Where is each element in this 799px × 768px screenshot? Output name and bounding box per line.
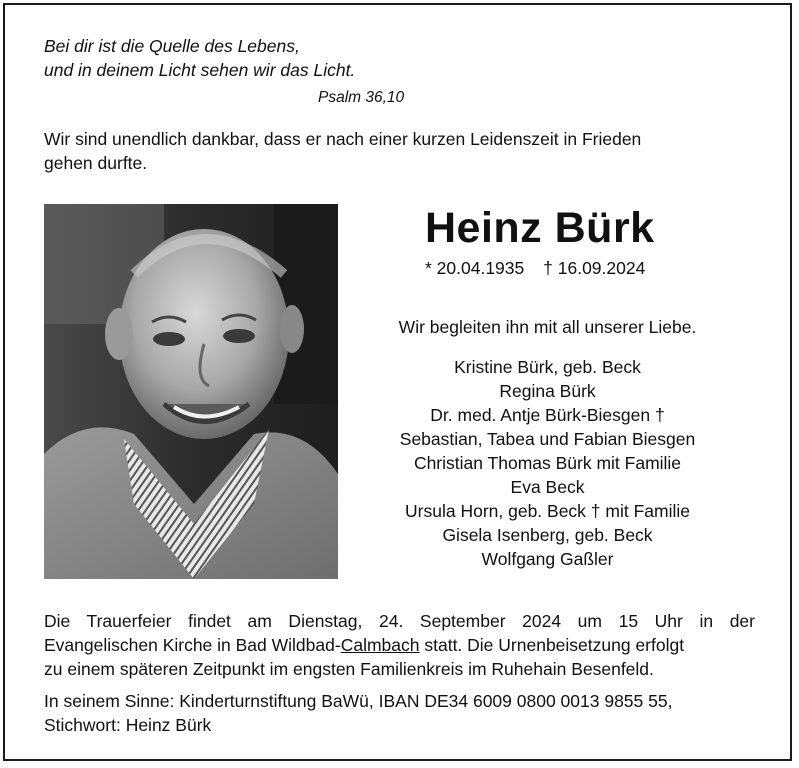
mourner: Regina Bürk bbox=[499, 381, 596, 401]
farewell-line: Wir begleiten ihn mit all unserer Liebe. bbox=[398, 317, 697, 337]
death-date: † 16.09.2024 bbox=[543, 258, 646, 278]
service-line-2-part-3: statt. Die Urnenbeisetzung erfolgt bbox=[419, 635, 685, 655]
psalm-line-1: Bei dir ist die Quelle des Lebens, bbox=[44, 36, 300, 56]
service-line-2 bbox=[44, 633, 755, 657]
birth-date: * 20.04.1935 bbox=[425, 258, 525, 278]
mourner: Kristine Bürk, geb. Beck bbox=[454, 357, 641, 377]
intro-line-1: Wir sind unendlich dankbar, dass er nach einer kurzen Leidenszeit in Frieden bbox=[44, 129, 642, 149]
psalm-line-2: und in deinem Licht sehen wir das Licht. bbox=[44, 60, 356, 80]
mourner: Dr. med. Antje Bürk-Biesgen † bbox=[430, 405, 665, 425]
psalm-reference: Psalm 36,10 bbox=[318, 89, 405, 106]
life-dates bbox=[425, 256, 645, 280]
portrait-photo bbox=[44, 204, 338, 579]
donation-paragraph bbox=[44, 689, 755, 737]
mourner: Sebastian, Tabea und Fabian Biesgen bbox=[399, 429, 696, 449]
deceased-name: Heinz Bürk bbox=[425, 204, 655, 252]
intro-line-2: gehen durfte. bbox=[44, 153, 148, 173]
mourner: Ursula Horn, geb. Beck † mit Familie bbox=[405, 501, 690, 521]
mourner: Gisela Isenberg, geb. Beck bbox=[442, 525, 653, 545]
mourner: Wolfgang Gaßler bbox=[481, 549, 614, 569]
service-line-1: Die Trauerfeier findet am Dienstag, 24. September 2024 um 15 Uhr in der bbox=[44, 611, 755, 631]
donation-line-1: In seinem Sinne: Kinderturnstiftung BaWü, IBAN DE34 6009 0800 0013 9855 55, bbox=[44, 691, 673, 711]
service-line-3: zu einem späteren Zeitpunkt im engsten Familienkreis im Ruhehain Besenfeld. bbox=[44, 659, 654, 679]
location-calmbach: Calmbach bbox=[340, 635, 420, 655]
donation-line-2: Stichwort: Heinz Bürk bbox=[44, 715, 212, 735]
mourner: Eva Beck bbox=[510, 477, 585, 497]
service-paragraph bbox=[44, 609, 755, 681]
mourner: Christian Thomas Bürk mit Familie bbox=[413, 453, 682, 473]
service-line-2-part-1: Evangelischen Kirche in Bad Wildbad- bbox=[44, 635, 341, 655]
